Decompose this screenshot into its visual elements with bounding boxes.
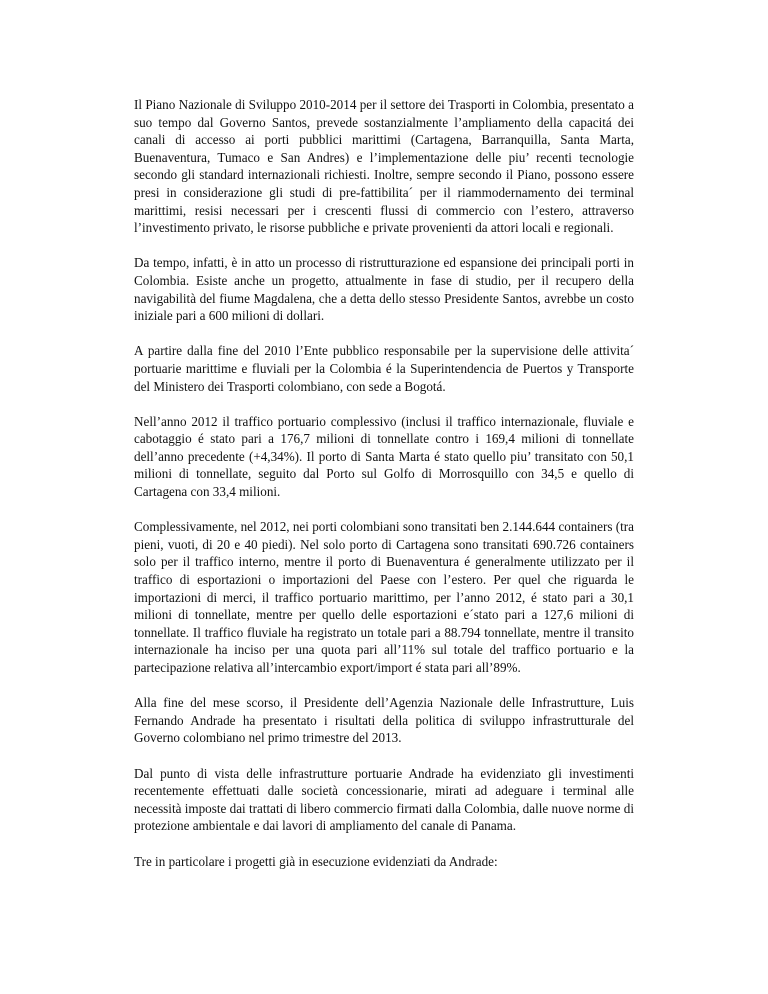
paragraph-agenzia-infrastrutture: Alla fine del mese scorso, il Presidente dell’Agenzia Nazionale delle Infrastrutture, Luis Fernando Andrade ha presentato i risultati della politica di sviluppo infrastrutturale del Governo colombiano nel primo trimestre del 2013.	[134, 695, 634, 746]
paragraph-ristrutturazione-porti: Da tempo, infatti, è in atto un processo di ristrutturazione ed espansione dei principali porti in Colombia. Esiste anche un progetto, attualmente in fase di studio, per il recupero della navigabilità del fiume Magdalena, che a detta dello stesso Presidente Santos, avrebbe un costo iniziale pari a 600 milioni di dollari.	[134, 255, 634, 324]
paragraph-piano-nazionale: Il Piano Nazionale di Sviluppo 2010-2014 per il settore dei Trasporti in Colombia, presentato a suo tempo dal Governo Santos, prevede sostanzialmente l’ampliamento della capacitá dei canali di accesso ai porti pubblici marittimi (Cartagena, Barranquilla, Santa Marta, Buenaventura, Tumaco e San Andres) e l’implementazione delle piu’ recenti tecnologie secondo gli standard internazionali richiesti. Inoltre, sempre secondo il Piano, possono essere presi in considerazione gli studi di pre-fattibilita´ per il riammodernamento dei terminal marittimi, resisi necessari per i crescenti flussi di commercio con l’estero, attraverso l’investimento privato, le risorse pubbliche e private provenienti da attori locali e regionali.	[134, 97, 634, 236]
paragraph-investimenti-portuari: Dal punto di vista delle infrastrutture portuarie Andrade ha evidenziato gli investimenti recentemente effettuati dalle società concessionarie, mirati ad adeguare i terminal alle necessità imposte dai trattati di libero commercio firmati dalla Colombia, dalle nuove norme di protezione ambientale e dai lavori di ampliamento del canale di Panama.	[134, 765, 634, 834]
paragraph-containers: Complessivamente, nel 2012, nei porti colombiani sono transitati ben 2.144.644 containers (tra pieni, vuoti, di 20 e 40 piedi). Nel solo porto di Cartagena sono transitati 690.726 containers solo per il traffico interno, mentre il porto di Buenaventura é generalmente utilizzato per il traffico di esportazioni o importazioni del Paese con l’estero. Per quel che riguarda le importazioni di merci, il traffico portuario marittimo, per l’anno 2012, é stato pari a 30,1 milioni di tonnellate, mentre per quello delle esportazioni e´stato pari a 127,6 milioni di tonnellate. Il traffico fluviale ha registrato un totale pari a 88.794 tonnellate, mentre il transito internazionale ha inciso per una quota pari all’11% sul totale del traffico portuario e la partecipazione relativa all’intercambio export/import é stata pari all’89%.	[134, 519, 634, 675]
paragraph-progetti-andrade: Tre in particolare i progetti già in esecuzione evidenziati da Andrade:	[134, 853, 498, 869]
paragraph-traffico-2012: Nell’anno 2012 il traffico portuario complessivo (inclusi il traffico internazionale, fluviale e cabotaggio é stato pari a 176,7 milioni di tonnellate contro i 169,4 milioni di tonnellate dell’anno precedente (+4,34%). Il porto di Santa Marta é stato quello piu’ transitato con 50,1 milioni di tonnellate, seguito dal Porto sul Golfo di Morrosquillo con 34,5 e quello di Cartagena con 33,4 milioni.	[134, 413, 634, 500]
paragraph-ente-pubblico: A partire dalla fine del 2010 l’Ente pubblico responsabile per la supervisione delle attivita´ portuarie marittime e fluviali per la Colombia é la Superintendencia de Puertos y Transporte del Ministero dei Trasporti colombiano, con sede a Bogotá.	[134, 343, 634, 394]
document-body	[134, 96, 634, 888]
